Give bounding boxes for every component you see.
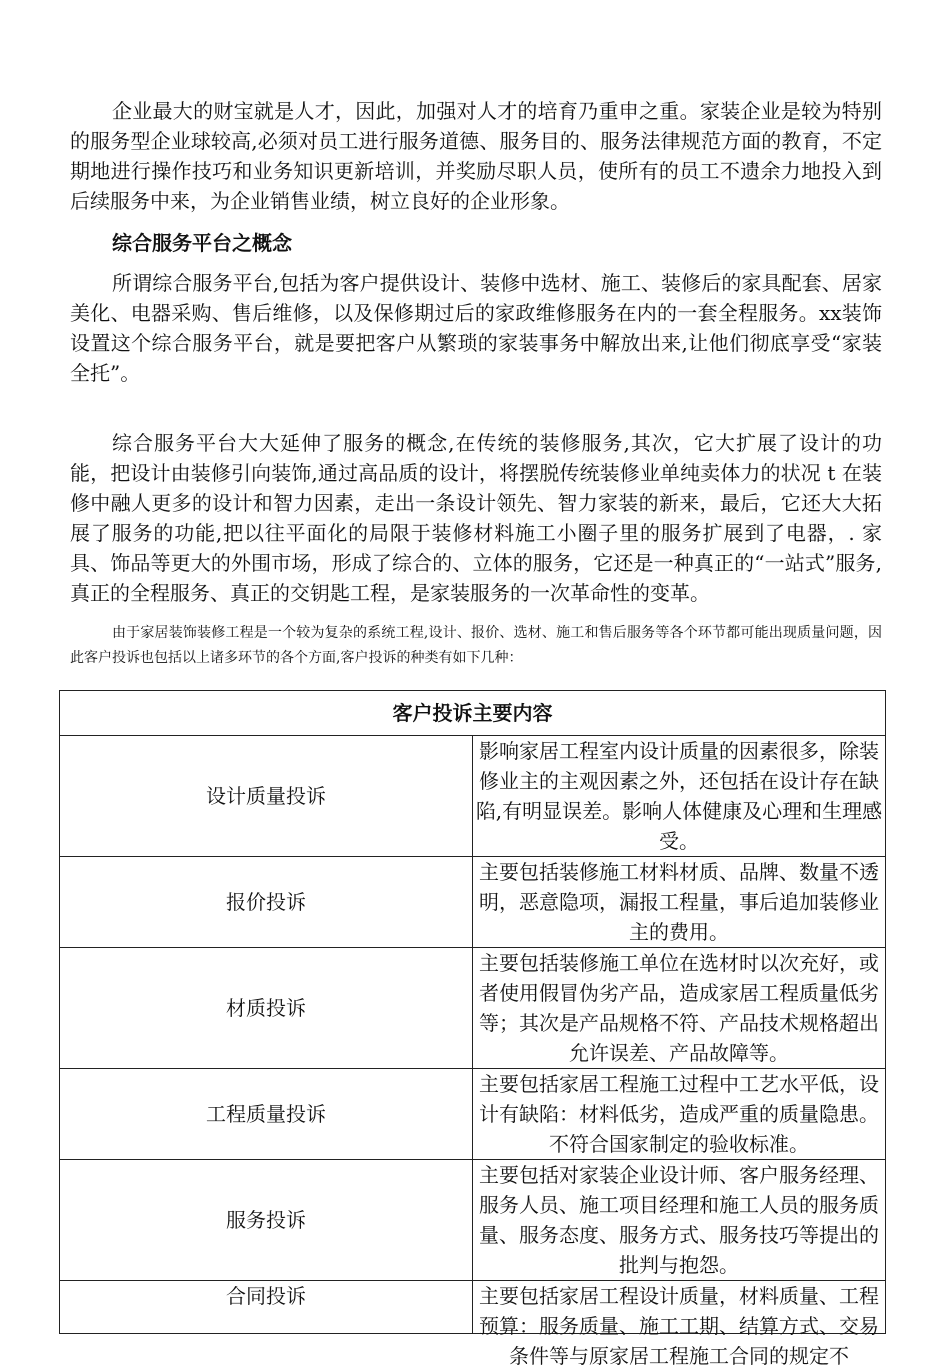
complaint-category: 工程质量投诉 xyxy=(60,1069,473,1160)
table-row xyxy=(60,736,886,857)
complaint-description: 主要包括装修施工材料材质、品牌、数量不透明，恶意隐项，漏报工程量，事后追加装修业主的费用。 xyxy=(473,857,886,948)
complaint-description-cell xyxy=(473,1281,886,1368)
table-row xyxy=(60,1281,886,1334)
table-row xyxy=(60,948,886,1069)
complaint-category: 合同投诉 xyxy=(60,1281,473,1334)
section-heading: 综合服务平台之概念 xyxy=(112,231,292,255)
complaint-description: 主要包括对家装企业设计师、客户服务经理、服务人员、施工项目经理和施工人员的服务质量、服务态度、服务方式、服务技巧等提出的批判与抱怨。 xyxy=(473,1160,886,1281)
complaint-category: 设计质量投诉 xyxy=(60,736,473,857)
paragraph-complaint-intro: 由于家居装饰装修工程是一个较为复杂的系统工程,设计、报价、选材、施工和售后服务等各个环节都可能出现质量问题，因此客户投诉也包括以上诸多环节的各个方面,客户投诉的种类有如下几种： xyxy=(70,625,882,666)
table-row xyxy=(60,1069,886,1160)
table-row xyxy=(60,1160,886,1281)
table-title: 客户投诉主要内容 xyxy=(60,691,886,736)
complaint-description: 主要包括家居工程施工过程中工艺水平低，设计有缺陷：材料低劣，造成严重的质量隐患。不符合国家制定的验收标准。 xyxy=(473,1069,886,1160)
table-title-row xyxy=(60,691,886,736)
paragraph-talent: 企业最大的财宝就是人才，因此，加强对人才的培育乃重申之重。家装企业是较为特别的服务型企业球较高,必须对员工进行服务道德、服务目的、服务法律规范方面的教育，不定期地进行操作技巧和业务知识更新培训，并奖励尽职人员，使所有的员工不遗余力地投入到后续服务中来，为企业销售业绩，树立良好的企业形象。 xyxy=(70,99,882,213)
paragraph-platform-definition: 所谓综合服务平台,包括为客户提供设计、装修中选材、施工、装修后的家具配套、居家美化、电器采购、售后维修，以及保修期过后的家政维修服务在内的一套全程服务。xx装饰设置这个综合服务平台，就是要把客户从繁琐的家装事务中解放出来,让他们彻底享受“家装全托”。 xyxy=(70,271,882,385)
complaint-description: 影响家居工程室内设计质量的因素很多，除装修业主的主观因素之外，还包括在设计存在缺陷,有明显误差。影响人体健康及心理和生理感受。 xyxy=(473,736,886,857)
table-row xyxy=(60,857,886,948)
complaint-category: 报价投诉 xyxy=(60,857,473,948)
complaint-table xyxy=(59,690,886,1368)
complaint-category: 服务投诉 xyxy=(60,1160,473,1281)
complaint-description: 主要包括家居工程设计质量，材料质量、工程预算：服务质量、施工工期、结算方式、交易条件等与原家居工程施工合同的规定不 xyxy=(479,1284,879,1368)
complaint-category: 材质投诉 xyxy=(60,948,473,1069)
paragraph-platform-extension: 综合服务平台大大延伸了服务的概念,在传统的装修服务,其次，它大扩展了设计的功能，把设计由装修引向装饰,通过高品质的设计，将摆脱传统装修业单纯卖体力的状况 t 在装修中融人更多的设计和智力因素，走出一条设计领先、智力家装的新来，最后，它还大大拓展了服务的功能,把以往平面化的局限于装修材料施工小圈子里的服务扩展到了电器，. 家具、饰品等更大的外围市场，形成了综合的、立体的服务，它还是一种真正的“一站式”服务,真正的全程服务、真正的交钥匙工程，是家装服务的一次革命性的变革。 xyxy=(70,431,882,605)
complaint-description: 主要包括装修施工单位在选材时以次充好，或者使用假冒伪劣产品，造成家居工程质量低劣等；其次是产品规格不符、产品技术规格超出允许误差、产品故障等。 xyxy=(473,948,886,1069)
